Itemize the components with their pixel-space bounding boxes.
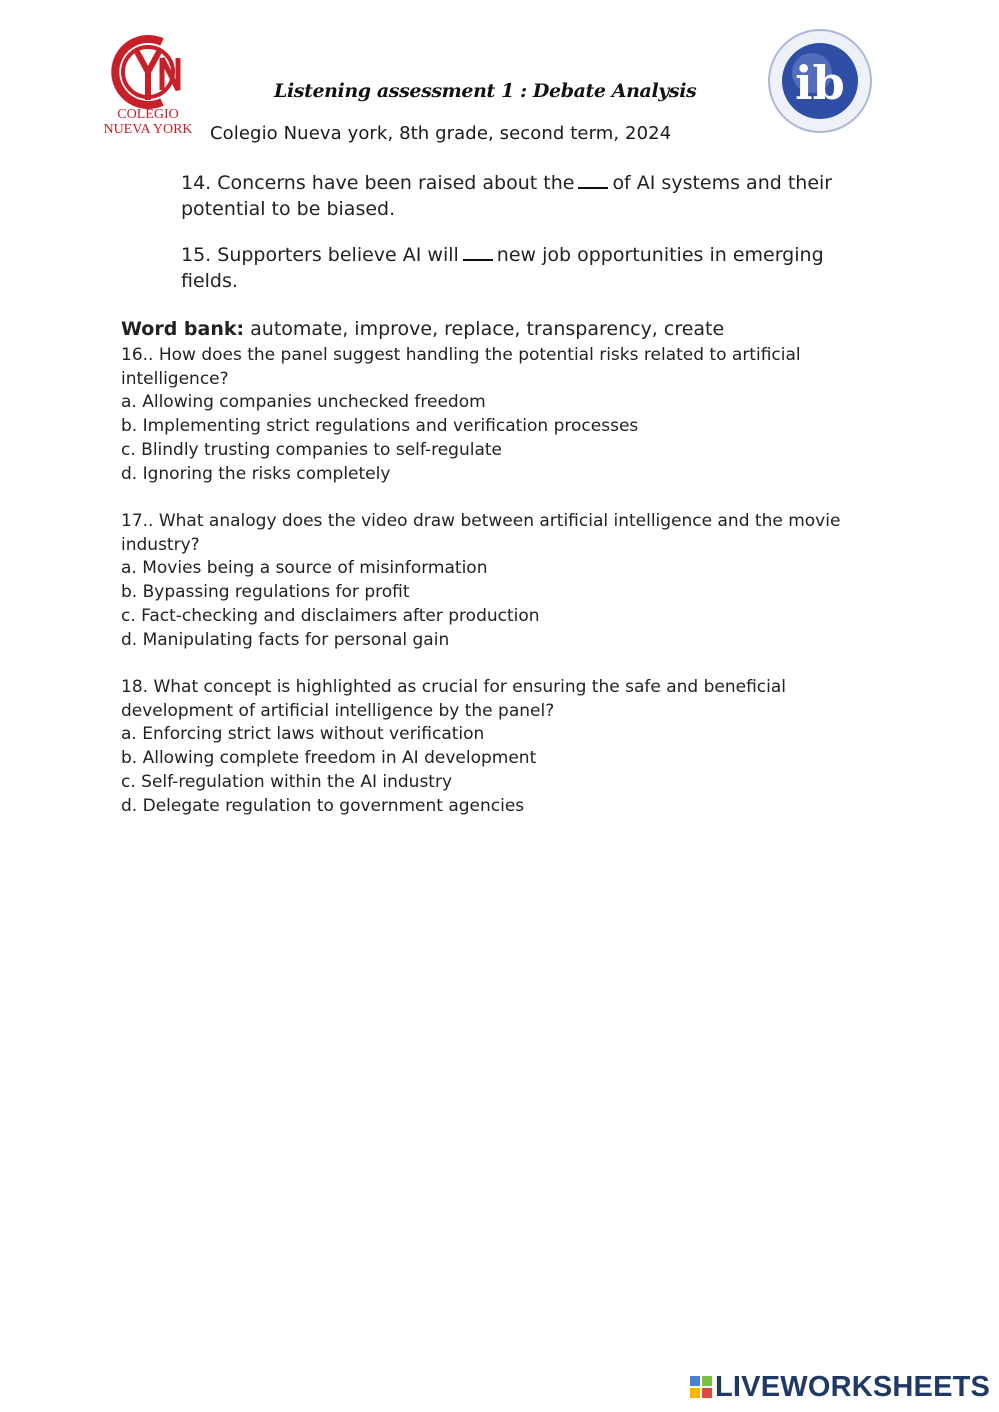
question-17-option-d[interactable]: d. Manipulating facts for personal gain xyxy=(121,629,450,650)
question-18-option-a[interactable]: a. Enforcing strict laws without verification xyxy=(121,724,485,745)
question-16-stem: 16.. How does the panel suggest handling the potential risks related to artificial intelligence? xyxy=(121,345,801,389)
ib-letters: ib xyxy=(795,56,845,110)
question-17-option-b[interactable]: b. Bypassing regulations for profit xyxy=(121,582,410,603)
question-18-option-d[interactable]: d. Delegate regulation to government agencies xyxy=(121,795,525,816)
liveworksheets-brand: LIVEWORKSHEETS xyxy=(715,1371,991,1403)
ib-world-school-logo xyxy=(766,28,874,134)
question-17-option-c[interactable]: c. Fact-checking and disclaimers after production xyxy=(121,605,540,626)
question-18 xyxy=(121,676,891,818)
question-15-blank[interactable] xyxy=(463,245,493,261)
liveworksheets-blocks-icon xyxy=(690,1376,712,1398)
question-15 xyxy=(181,242,886,294)
logo-line-colegio: COLEGIO xyxy=(117,107,179,122)
question-16 xyxy=(121,344,891,486)
question-18-option-b[interactable]: b. Allowing complete freedom in AI development xyxy=(121,748,537,769)
word-bank xyxy=(121,318,724,340)
page-subtitle: Colegio Nueva york, 8th grade, second term, 2024 xyxy=(210,123,672,144)
question-17 xyxy=(121,510,891,652)
page-title: Listening assessment 1 : Debate Analysis xyxy=(274,80,697,102)
question-17-option-a[interactable]: a. Movies being a source of misinformation xyxy=(121,558,488,579)
liveworksheets-footer xyxy=(690,1372,990,1402)
question-14 xyxy=(181,170,886,222)
question-16-option-b[interactable]: b. Implementing strict regulations and verification processes xyxy=(121,416,639,437)
question-16-option-a[interactable]: a. Allowing companies unchecked freedom xyxy=(121,392,486,413)
question-18-stem: 18. What concept is highlighted as crucial for ensuring the safe and beneficial development of artificial intelligence by the panel? xyxy=(121,677,787,721)
logo-line-nueva-york: NUEVA YORK xyxy=(103,122,193,137)
question-18-option-c[interactable]: c. Self-regulation within the AI industry xyxy=(121,771,453,792)
word-bank-label: Word bank: xyxy=(121,318,245,340)
cny-monogram-icon xyxy=(92,28,204,118)
question-17-stem: 17.. What analogy does the video draw between artificial intelligence and the movie industry? xyxy=(121,511,841,555)
question-14-blank[interactable] xyxy=(578,173,608,189)
question-14-text-before: 14. Concerns have been raised about the xyxy=(181,172,575,194)
question-14-text-after: of AI systems and their potential to be biased. xyxy=(181,172,833,220)
question-15-text-after: new job opportunities in emerging fields. xyxy=(181,244,824,292)
question-15-text-before: 15. Supporters believe AI will xyxy=(181,244,459,266)
colegio-nueva-york-logo xyxy=(92,28,204,146)
question-16-option-c[interactable]: c. Blindly trusting companies to self-regulate xyxy=(121,439,502,460)
question-16-option-d[interactable]: d. Ignoring the risks completely xyxy=(121,463,391,484)
ib-globe-icon xyxy=(766,28,874,134)
word-bank-words: automate, improve, replace, transparency, create xyxy=(250,318,725,340)
